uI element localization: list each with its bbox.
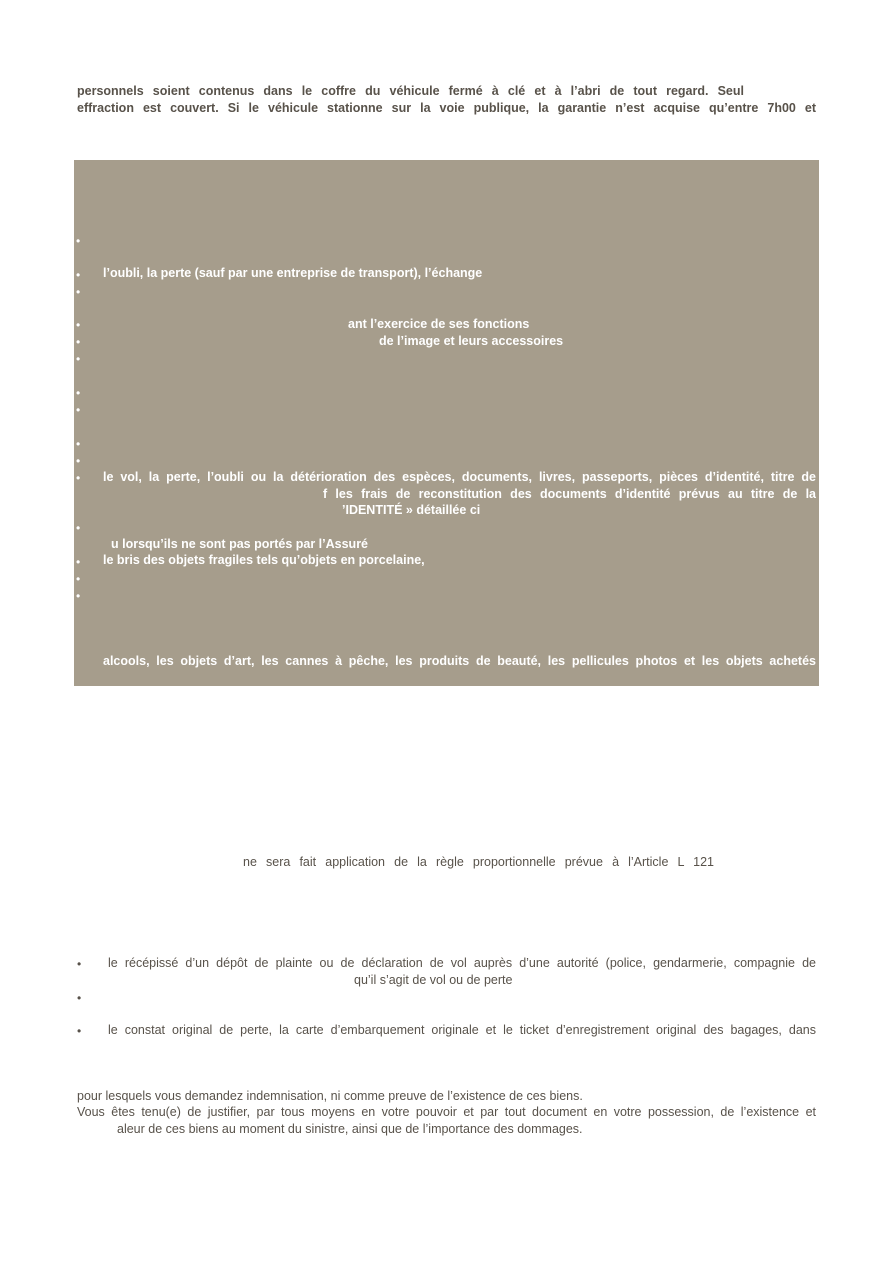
bullet-icon: • (77, 957, 82, 971)
document-item-3: le constat original de perte, la carte d’embarquement originale et le ticket d’enregistrement original des bagages, dans (108, 1023, 816, 1037)
exclusion-line: de l’image et leurs accessoires (379, 334, 564, 348)
closing-line-3: aleur de ces biens au moment du sinistre, ainsi que de l’importance des dommages. (117, 1122, 583, 1136)
closing-line-2: Vous êtes tenu(e) de justifier, par tous moyens en votre pouvoir et par tout document en votre possession, de l’existence et (77, 1105, 816, 1119)
document-item-1-line-2: qu’il s’agit de vol ou de perte (354, 973, 513, 987)
proportional-rule-text: ne sera fait application de la règle proportionnelle prévue à l’Article L 121 (243, 855, 714, 869)
exclusion-line: ant l’exercice de ses fonctions (348, 317, 530, 331)
exclusion-line: ’IDENTITÉ » détaillée ci (342, 503, 481, 517)
exclusion-line: l’oubli, la perte (sauf par une entreprise de transport), l’échange (103, 266, 483, 280)
header-line-1: personnels soient contenus dans le coffre du véhicule fermé à clé et à l’abri de tout regard. Seul (77, 84, 744, 98)
header-line-2: effraction est couvert. Si le véhicule stationne sur la voie publique, la garantie n’est acquise qu’entre 7h00 et (77, 101, 816, 115)
exclusion-line: le vol, la perte, l’oubli ou la détérioration des espèces, documents, livres, passeports, pièces d’identité, titre de (103, 470, 816, 484)
bullet-icon: • (76, 335, 81, 349)
bullet-icon: • (76, 471, 81, 485)
bullet-icon: • (76, 268, 81, 282)
exclusions-box (74, 160, 819, 686)
bullet-icon: • (76, 234, 81, 248)
exclusion-line: le bris des objets fragiles tels qu’objets en porcelaine, (103, 553, 425, 567)
bullet-icon: • (76, 437, 81, 451)
bullet-icon: • (76, 285, 81, 299)
bullet-icon: • (76, 318, 81, 332)
bullet-icon: • (76, 454, 81, 468)
bullet-icon: • (76, 589, 81, 603)
bullet-icon: • (77, 1024, 82, 1038)
exclusion-line: u lorsqu’ils ne sont pas portés par l’Assuré (111, 537, 369, 551)
bullet-icon: • (76, 572, 81, 586)
document-item-1-line-1: le récépissé d’un dépôt de plainte ou de déclaration de vol auprès d’une autorité (police, gendarmerie, compagnie de (108, 956, 816, 970)
bullet-icon: • (77, 991, 82, 1005)
bullet-icon: • (76, 521, 81, 535)
exclusion-line: f les frais de reconstitution des documents d’identité prévus au titre de la (323, 487, 816, 501)
bullet-icon: • (76, 352, 81, 366)
bullet-icon: • (76, 403, 81, 417)
bullet-icon: • (76, 386, 81, 400)
bullet-icon: • (76, 555, 81, 569)
closing-line-1: pour lesquels vous demandez indemnisation, ni comme preuve de l’existence de ces biens. (77, 1089, 583, 1103)
exclusion-line: alcools, les objets d’art, les cannes à pêche, les produits de beauté, les pellicules photos et les objets achetés (103, 654, 816, 668)
